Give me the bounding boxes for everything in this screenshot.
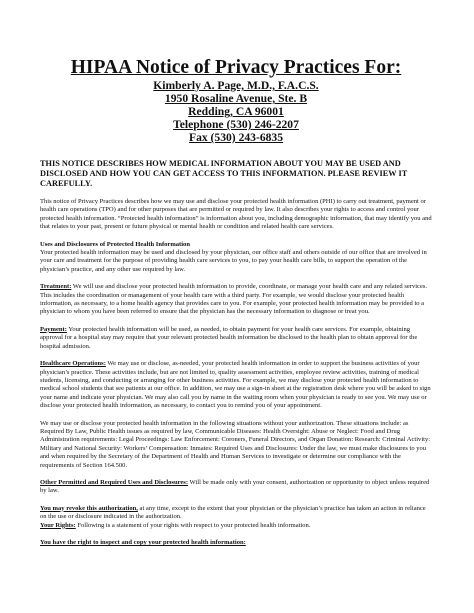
rights-label: Your Rights: <box>40 521 76 529</box>
other-paragraph <box>40 479 432 496</box>
intro-paragraph: This notice of Privacy Practices describes how we may use and disclose your protected health information (PHI) to carry out treatment, payment or health care operations (TPO) and for other purposes that are permitted or required by law. It also describes your rights to access and control your protected health information. “Protected health information” is information about you, including demographic information, that may identify you and that relates to your past, present or future physical or mental health or condition and related health care services. <box>40 198 432 231</box>
inspect-heading: You have the right to inspect and copy your protected health information: <box>40 539 246 546</box>
payment-label: Payment: <box>40 325 67 333</box>
provider-telephone: Telephone (530) 246-2207 <box>173 118 299 131</box>
operations-label: Healthcare Operations: <box>40 360 106 368</box>
notice-statement: THIS NOTICE DESCRIBES HOW MEDICAL INFORMATION ABOUT YOU MAY BE USED AND DISCLOSED AND HOW YOU CAN GET ACCESS TO THIS INFORMATION. PLEASE REVIEW IT CAREFULLY. <box>40 159 408 188</box>
treatment-text: We will use and disclose your protected health information to provide, coordinate, or manage your health care and any related services. This includes the coordination or management of your health care with a third party. For example, we would disclose your protected health information, as necessary, to a home health agency that provides care to you. For example, your protected health information may be provided to a physician to whom you have been referred to ensure that the physician has the necessary information to diagnose or treat you. <box>40 283 428 316</box>
revoke-label: You may revoke this authorization, <box>40 504 138 512</box>
operations-text: We may use or disclose, as-needed, your protected health information in order to support the business activities of your physician’s practice. These activities include, but are not limited to, quality assessment activities, employee review activities, training of medical students, licensing, and conducting or arranging for other business activities. For example, we may disclose your protected health information to medical school students that see patients at our office. In addition, we may use a sign-in sheet at the registration desk where you will be asked to sign your name and indicate your physician. We may also call you by name in the waiting room when your physician is ready to see you. We may use or disclose your protected health information, as necessary, to contact you to remind you of your appointment. <box>40 360 431 410</box>
uses-heading: Uses and Disclosures of Protected Health Information <box>40 240 190 248</box>
other-text: Will be made only with your consent, authorization or opportunity to object unless required by law. <box>40 478 430 495</box>
payment-text: Your protected health information will be used, as needed, to obtain payment for your health care services. For example, obtaining approval for a hospital stay may require that your relevant protected health information be disclosed to the health plan to obtain approval for the hospital admission. <box>40 325 418 350</box>
other-label: Other Permitted and Required Uses and Disclosures: <box>40 478 189 486</box>
treatment-paragraph <box>40 283 432 317</box>
payment-paragraph <box>40 326 432 351</box>
treatment-label: Treatment: <box>40 283 72 291</box>
revoke-text: at any time, except to the extent that your physician or the physician’s practice has taken an action in reliance on the use or disclosure indicated in the authorization. <box>40 504 426 521</box>
provider-name: Kimberly A. Page, M.D., F.A.C.S. <box>153 79 319 92</box>
document-title: HIPAA Notice of Privacy Practices For: <box>70 57 402 78</box>
provider-fax: Fax (530) 243-6835 <box>188 131 284 144</box>
revoke-paragraph <box>40 505 432 522</box>
operations-paragraph <box>40 360 432 410</box>
provider-street: 1950 Rosaline Avenue, Ste. B <box>164 92 308 105</box>
rights-text: Following is a statement of your rights with respect to your protected health information. <box>75 521 311 529</box>
authorization-paragraph: We may use or disclose your protected health information in the following situations without your authorization. These situations include: as Required By Law, Public Health issues as required by law, Communicable Diseases: Health Oversight: Abuse or Neglect: Food and Drug Administration requirements: Legal Proceedings: Law Enforcement: Coroners, Funeral Directors, and Organ Donation: Research: Criminal Activity: Military and National Security: Workers’ Compensation: Inmates: Required Uses and Disclosures: Under the law, we must make disclosures to you and when required by the Secretary of the Department of Health and Human Services to investigate or determine our compliance with the requirements of Section 164.500. <box>40 419 431 469</box>
provider-city: Redding, CA 96001 <box>188 105 284 118</box>
rights-paragraph <box>40 522 432 530</box>
uses-paragraph: Your protected health information may be used and disclosed by your physician, our office staff and others outside of our office that are involved in your care and treatment for the purpose of providing health care services to you, to pay your health care bills, to support the operation of the physician’s practice, and any other use required by law. <box>40 249 427 273</box>
document-header <box>40 0 432 144</box>
